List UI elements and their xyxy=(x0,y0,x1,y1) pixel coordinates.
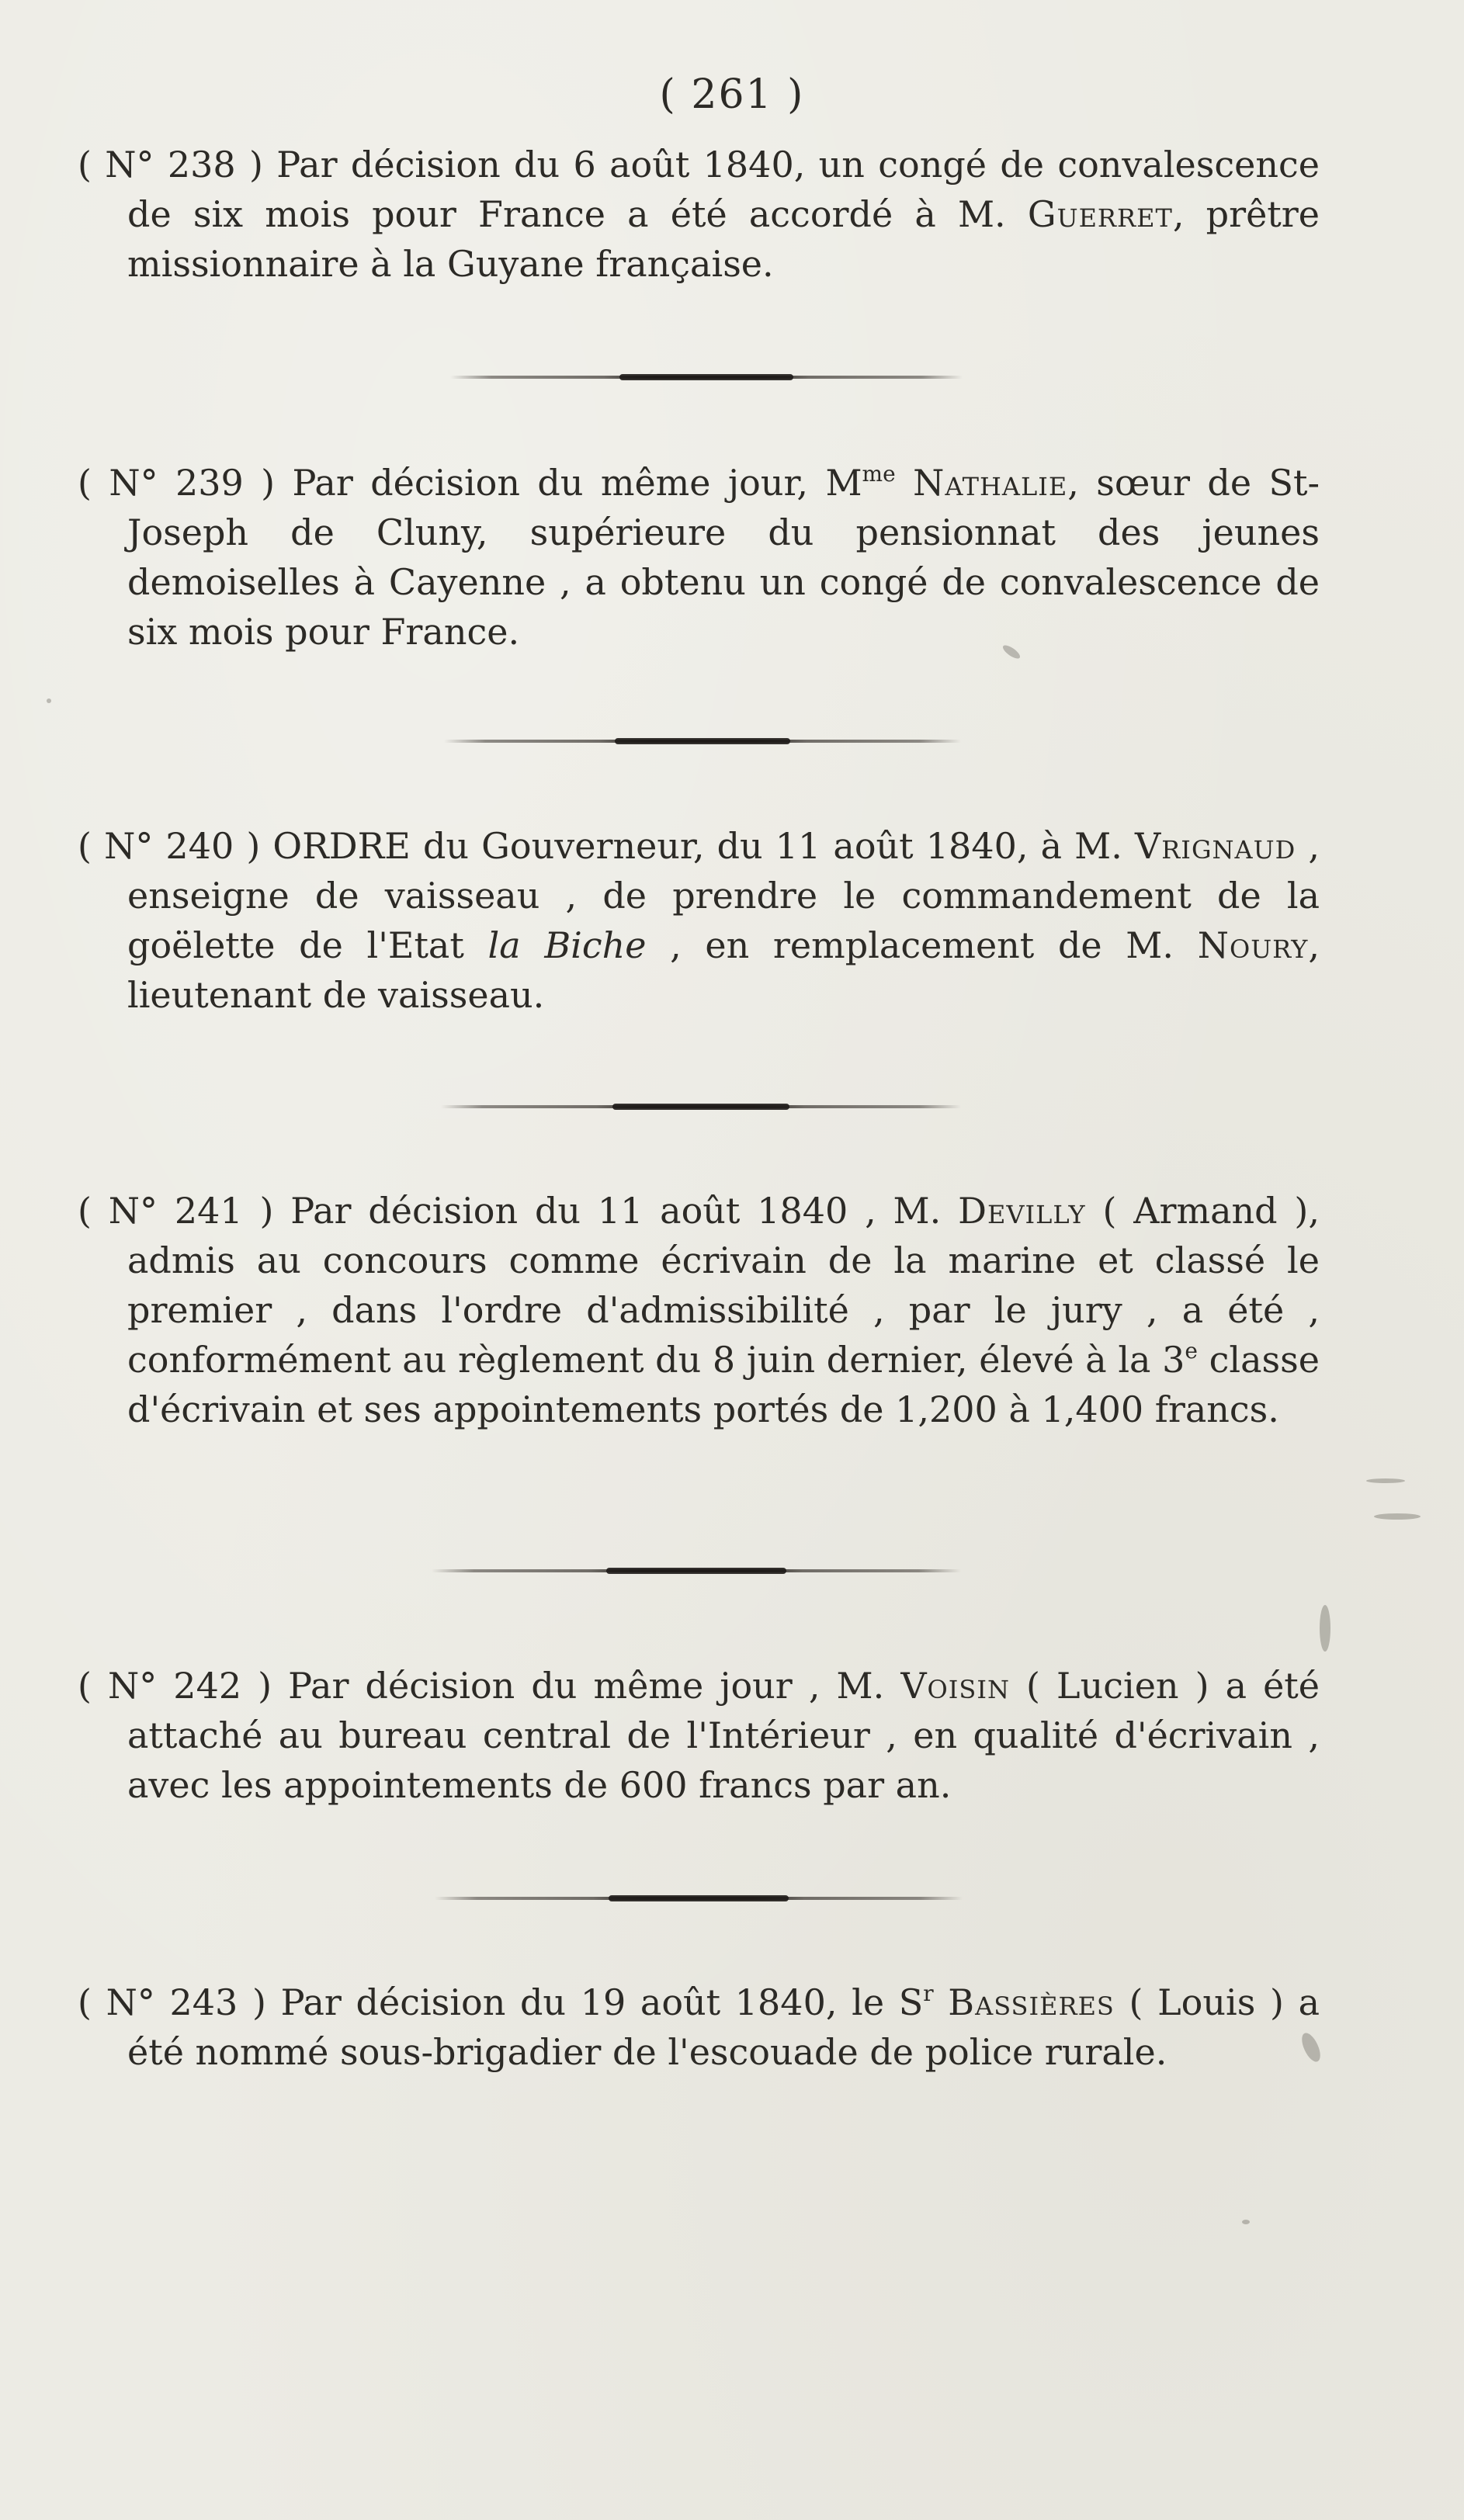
divider-rule xyxy=(435,1897,963,1900)
entry-part: , en remplacement de M. xyxy=(646,924,1198,966)
entry-241 xyxy=(78,1186,1320,1434)
divider-rule xyxy=(450,376,963,379)
entry-part xyxy=(896,462,913,504)
entry-number: ( N° 241 ) xyxy=(78,1190,291,1232)
entry-number: ( N° 242 ) xyxy=(78,1665,289,1707)
person-name: Bassières xyxy=(948,1981,1115,2023)
entry-part: Par décision du 11 août 1840 , M. xyxy=(290,1190,959,1232)
entry-part: ORDRE du Gouverneur, du 11 août 1840, à M. xyxy=(272,825,1135,867)
entry-part xyxy=(934,1981,949,2023)
entry-part: , sœur de St-Joseph de Cluny, supérieure du pensionnat des jeunes demoiselles à Cayenne , a obtenu un congé de convalescence de six mois pour France. xyxy=(127,462,1320,653)
paper-speck xyxy=(1366,1478,1405,1483)
entry-part: Par décision du même jour, M xyxy=(292,462,862,504)
entry-238 xyxy=(78,140,1320,289)
entry-number: ( N° 238 ) xyxy=(78,144,277,185)
entry-243 xyxy=(78,1978,1320,2077)
entry-number: ( N° 240 ) xyxy=(78,825,273,867)
entry-part: ( Lucien ) a été attaché au bureau central de l'Intérieur , en qualité d'écrivain , avec les appointements de 600 francs par an. xyxy=(127,1665,1320,1806)
entry-text xyxy=(78,1661,1320,1810)
person-name: Guerret xyxy=(1027,193,1173,235)
entry-240 xyxy=(78,821,1320,1020)
entry-242 xyxy=(78,1661,1320,1810)
person-name: Noury xyxy=(1197,924,1309,966)
entry-part: Par décision du 19 août 1840, le S xyxy=(280,1981,924,2023)
entry-number: ( N° 239 ) xyxy=(78,462,293,504)
superscript: r xyxy=(923,1981,934,2006)
ship-name: la Biche xyxy=(487,924,647,966)
paper-speck xyxy=(1374,1513,1421,1520)
entry-number: ( N° 243 ) xyxy=(78,1981,281,2023)
entry-part: , prêtre missionnaire à la Guyane française. xyxy=(127,193,1320,285)
paper-speck xyxy=(47,698,51,703)
entry-text xyxy=(78,1978,1320,2077)
entry-text xyxy=(78,1186,1320,1434)
entry-part: ( Armand ), admis au concours comme écrivain de la marine et classé le premier , dans l'ordre d'admissibilité , par le jury , a été , conformément au règlement du 8 juin dernier, élevé à la 3 xyxy=(127,1190,1320,1381)
person-name: Nathalie xyxy=(913,462,1068,504)
entry-part: Par décision du 6 août 1840, un congé de convalescence de six mois pour France a été accordé à M. xyxy=(127,144,1320,235)
entry-239 xyxy=(78,458,1320,657)
divider-rule xyxy=(444,740,961,743)
divider-rule xyxy=(441,1105,961,1108)
entry-text xyxy=(78,140,1320,289)
entry-text xyxy=(78,458,1320,657)
person-name: Vrignaud xyxy=(1134,825,1296,867)
entry-part: Par décision du même jour , M. xyxy=(288,1665,901,1707)
person-name: Voisin xyxy=(900,1665,1010,1707)
page-number: ( 261 ) xyxy=(659,71,805,118)
paper-speck xyxy=(1242,2220,1250,2224)
superscript: e xyxy=(1185,1338,1198,1364)
entry-part: , enseigne de vaisseau , de prendre le commandement de la goëlette de l'Etat xyxy=(127,825,1320,966)
paper-speck xyxy=(1320,1605,1330,1652)
divider-rule xyxy=(432,1569,961,1572)
person-name: Devilly xyxy=(958,1190,1086,1232)
entry-part: , lieutenant de vaisseau. xyxy=(127,924,1320,1016)
entry-part: ( Louis ) a été nommé sous-brigadier de l'escouade de police rurale. xyxy=(127,1981,1320,2073)
superscript: me xyxy=(862,461,896,487)
entry-part: classe d'écrivain et ses appointements portés de 1,200 à 1,400 francs. xyxy=(127,1339,1320,1430)
entry-text xyxy=(78,821,1320,1020)
